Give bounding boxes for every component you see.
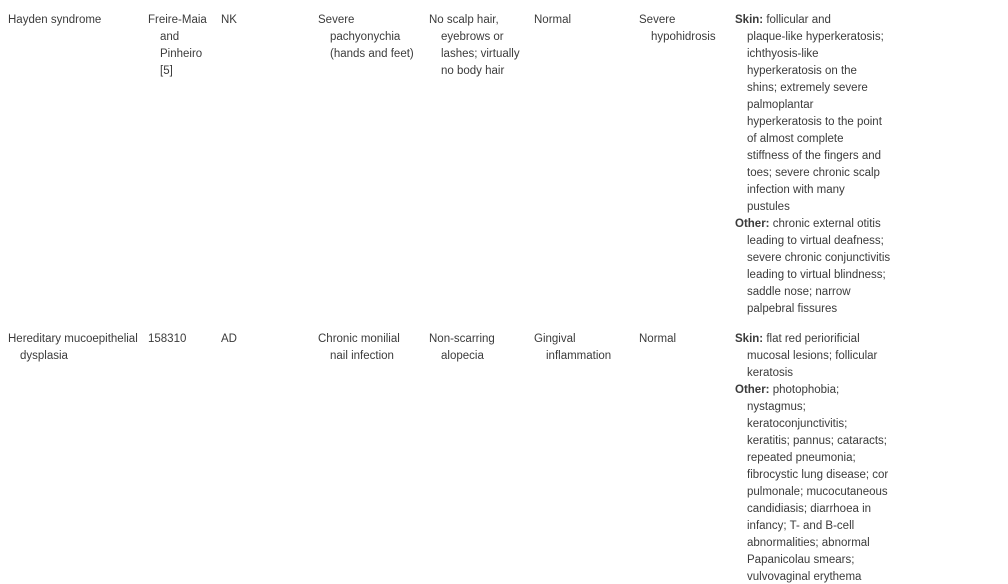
text-line: (hands and feet)	[330, 48, 414, 60]
text-line: lashes; virtually	[441, 48, 520, 60]
text-line: Chronic monilial	[318, 333, 400, 345]
text-line: and	[160, 31, 180, 43]
run-in-bold-label: Skin:	[735, 14, 764, 26]
table-cell-r2-c2	[148, 331, 218, 348]
text-line: Normal	[639, 333, 677, 345]
text-line: repeated pneumonia;	[747, 452, 856, 464]
text-line: Severe	[318, 14, 355, 26]
text-line: Skin: follicular and	[735, 14, 831, 26]
text-line: Gingival	[534, 333, 576, 345]
text-line: pachyonychia	[330, 31, 401, 43]
text-line: candidiasis; diarrhoea in	[747, 503, 872, 515]
text-line: Pinheiro	[160, 48, 203, 60]
table-cell-r2-c5	[429, 331, 531, 365]
text-line: Other: chronic external otitis	[735, 218, 881, 230]
text-line: hypohidrosis	[651, 31, 716, 43]
text-line: abnormalities; abnormal	[747, 537, 870, 549]
text-line: Other: photophobia;	[735, 384, 840, 396]
text-line: NK	[221, 14, 237, 26]
text-line: 158310	[148, 333, 187, 345]
table-cell-r1-c5	[429, 12, 531, 80]
text-line: Hereditary mucoepithelial	[8, 333, 138, 345]
text-line: Normal	[534, 14, 572, 26]
text-line: Non-scarring	[429, 333, 495, 345]
table-cell-r2-c1	[8, 331, 146, 365]
text-line: alopecia	[441, 350, 484, 362]
text-line: hyperkeratosis to the point	[747, 116, 882, 128]
table-cell-r2-c7	[639, 331, 733, 348]
text-line: pulmonale; mucocutaneous	[747, 486, 888, 498]
text-line: palpebral fissures	[747, 303, 838, 315]
text-line: hyperkeratosis on the	[747, 65, 857, 77]
table-cell-r2-c4	[318, 331, 428, 365]
table-cell-r2-c6	[534, 331, 636, 365]
text-line: shins; extremely severe	[747, 82, 868, 94]
text-line: stiffness of the fingers and	[747, 150, 882, 162]
text-line: toes; severe chronic scalp	[747, 167, 880, 179]
table-cell-r1-c7	[639, 12, 733, 46]
table-cell-r2-c8	[735, 331, 907, 584]
run-in-bold-label: Other:	[735, 384, 770, 396]
text-line: vulvovaginal erythema	[747, 571, 862, 583]
run-in-bold-label: Skin:	[735, 333, 764, 345]
text-line: leading to virtual deafness;	[747, 235, 884, 247]
table-cell-r1-c4	[318, 12, 428, 63]
text-line: keratosis	[747, 367, 794, 379]
text-line: of almost complete	[747, 133, 844, 145]
text-line: [5]	[160, 65, 173, 77]
text-line: ichthyosis-like	[747, 48, 819, 60]
text-line: no body hair	[441, 65, 505, 77]
text-line: infancy; T- and B-cell	[747, 520, 855, 532]
text-line: keratitis; pannus; cataracts;	[747, 435, 887, 447]
text-line: nystagmus;	[747, 401, 806, 413]
text-line: Severe	[639, 14, 676, 26]
text-line: severe chronic conjunctivitis	[747, 252, 891, 264]
text-line: nail infection	[330, 350, 394, 362]
text-line: keratoconjunctivitis;	[747, 418, 848, 430]
table-cell-r1-c6	[534, 12, 636, 29]
table-cell-r1-c1	[8, 12, 146, 29]
text-line: inflammation	[546, 350, 612, 362]
text-line: Hayden syndrome	[8, 14, 102, 26]
text-line: pustules	[747, 201, 790, 213]
text-line: eyebrows or	[441, 31, 504, 43]
table-cell-r2-c3	[221, 331, 315, 348]
text-line: infection with many	[747, 184, 845, 196]
text-line: Papanicolau smears;	[747, 554, 855, 566]
table-cell-r1-c3	[221, 12, 315, 29]
table-cell-r1-c2	[148, 12, 218, 80]
run-in-bold-label: Other:	[735, 218, 770, 230]
text-line: No scalp hair,	[429, 14, 499, 26]
text-line: mucosal lesions; follicular	[747, 350, 878, 362]
table-cell-r1-c8	[735, 12, 907, 318]
text-line: dysplasia	[20, 350, 68, 362]
text-line: AD	[221, 333, 237, 345]
text-line: fibrocystic lung disease; cor	[747, 469, 889, 481]
text-line: Freire-Maia	[148, 14, 207, 26]
text-line: leading to virtual blindness;	[747, 269, 886, 281]
text-line: palmoplantar	[747, 99, 814, 111]
text-line: Skin: flat red periorificial	[735, 333, 860, 345]
text-line: plaque-like hyperkeratosis;	[747, 31, 884, 43]
text-line: saddle nose; narrow	[747, 286, 851, 298]
